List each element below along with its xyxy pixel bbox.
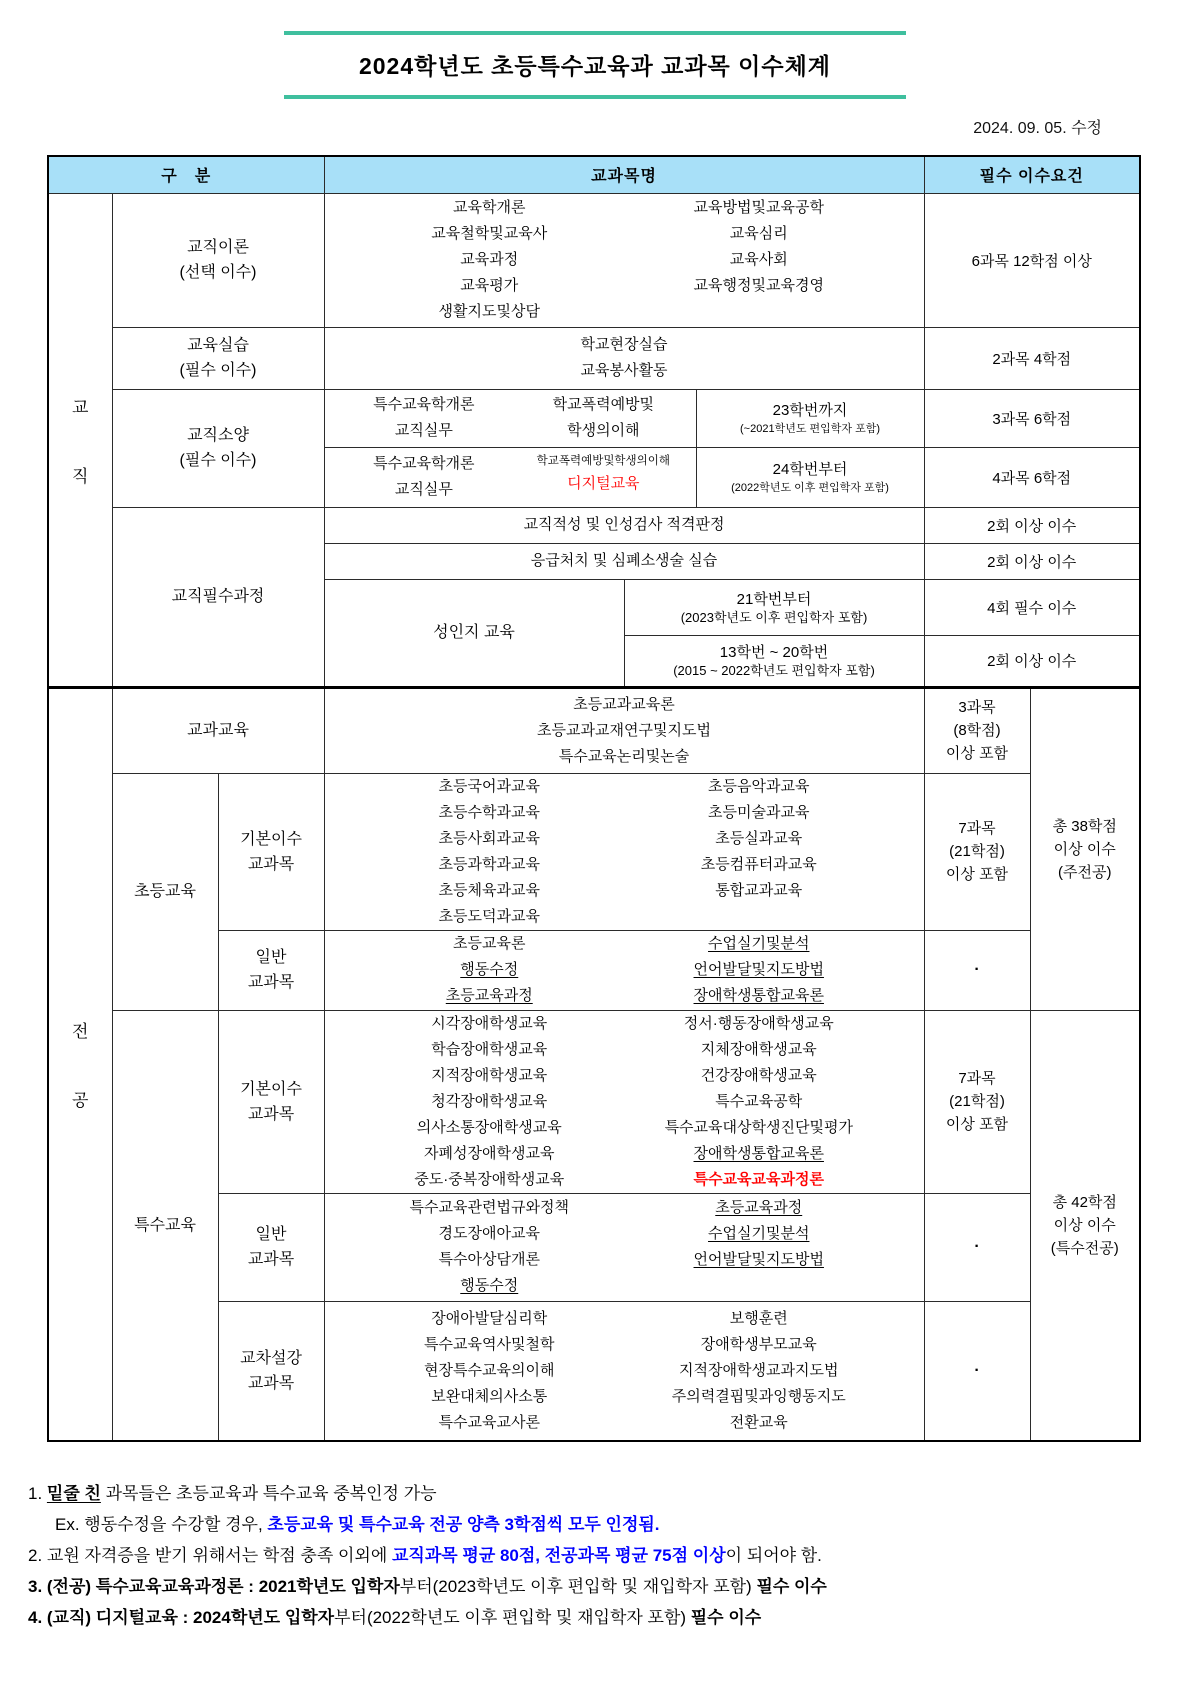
note-4 <box>28 1602 1190 1633</box>
course-list-elem-general-left <box>355 931 625 1009</box>
course-item: 특수교육공학 <box>715 1092 803 1110</box>
category-elementary: 초등교육 <box>112 773 218 1010</box>
course-item: 초등교육과정 <box>715 1199 803 1216</box>
course-list-elem-basic-left <box>355 774 625 930</box>
course-item: 교육과정 <box>460 251 519 268</box>
course-item: 초등사회과교육 <box>438 829 540 847</box>
note-text: 부터(2023학년도 이후 편입학 및 재입학자 포함) <box>399 1577 757 1596</box>
course-item: 장애학생통합교육론 <box>693 987 824 1004</box>
req-cross-listed: · <box>924 1301 1030 1441</box>
cohort-main: 23학번까지 <box>772 401 848 419</box>
course-item: 언어발달및지도방법 <box>693 1251 824 1268</box>
req-subject-edu <box>924 687 1030 773</box>
course-item: 교육행정및교육경영 <box>693 277 824 294</box>
req-practice: 2과목 4학점 <box>924 327 1140 389</box>
course-list-cross-left <box>355 1306 625 1436</box>
course-item: 초등도덕과교육 <box>438 907 540 925</box>
course-item: 교직실무 <box>394 422 453 439</box>
note-2 <box>28 1540 1190 1571</box>
course-item: 특수아상담개론 <box>438 1251 540 1268</box>
elem-general-courses <box>324 930 924 1010</box>
req-line: 이상 포함 <box>945 866 1009 883</box>
footnotes <box>28 1478 1190 1633</box>
cpr-course: 응급처치 및 심폐소생술 실습 <box>324 543 924 579</box>
req-cpr: 2회 이상 이수 <box>924 543 1140 579</box>
course-item: 특수교육대상학생진단및평가 <box>664 1118 853 1136</box>
course-item: 수업실기및분석 <box>708 1225 810 1242</box>
req-line: (주전공) <box>1058 863 1112 881</box>
course-list-soyang23-left <box>331 392 518 444</box>
cross-listed-courses <box>324 1301 924 1441</box>
course-item: 수업실기및분석 <box>708 935 810 952</box>
course-item: 교직실무 <box>394 481 453 498</box>
aptitude-course: 교직적성 및 인성검사 적격판정 <box>324 507 924 543</box>
category-special: 특수교육 <box>112 1010 218 1441</box>
category-label: 기본이수 <box>240 1080 302 1098</box>
req-line: (21학점) <box>949 1093 1005 1110</box>
note-text: 2. 교원 자격증을 받기 위해서는 학점 충족 이외에 <box>28 1546 392 1565</box>
course-item: 특수교육학개론 <box>373 396 475 413</box>
req-soyang-24: 4과목 6학점 <box>924 447 1140 507</box>
course-item: 학생의이해 <box>567 422 640 439</box>
course-item: 자폐성장애학생교육 <box>424 1144 555 1162</box>
req-line: 이상 포함 <box>945 745 1009 762</box>
course-item: 초등교육론 <box>453 935 526 952</box>
course-item: 지적장애학생교과지도법 <box>679 1361 839 1379</box>
course-list-soyang23-right <box>517 392 689 444</box>
course-list-theory-left <box>355 195 625 325</box>
curriculum-table <box>47 155 1141 1442</box>
note-text-bold: 필수 이수 <box>756 1577 827 1596</box>
req-special-basic <box>924 1010 1030 1193</box>
cohort-sub: (2022학년도 이후 편입학자 포함) <box>731 481 889 494</box>
header-courses: 교과목명 <box>324 156 924 193</box>
practice-courses <box>324 327 924 389</box>
category-label: 교과목 <box>247 974 295 991</box>
course-list-special-basic-left <box>355 1011 625 1193</box>
cohort-gender-21 <box>624 579 924 635</box>
category-sublabel: (필수 이수) <box>179 362 257 379</box>
course-item: 특수교육역사및철학 <box>424 1335 555 1353</box>
course-item: 학교현장실습 <box>580 336 668 353</box>
special-basic-courses <box>324 1010 924 1193</box>
req-line: (8학점) <box>953 722 1001 739</box>
category-label: 교과목 <box>247 1251 295 1268</box>
course-item: 교육철학및교육사 <box>431 225 548 242</box>
course-item: 학습장애학생교육 <box>431 1040 548 1058</box>
page-title: 2024학년도 초등특수교육과 교과목 이수체계 <box>358 53 832 79</box>
category-sublabel: (필수 이수) <box>179 452 257 469</box>
course-item: 행동수정 <box>460 1277 519 1294</box>
category-label: 교과목 <box>247 1374 295 1392</box>
category-subject-edu: 교과교육 <box>112 687 324 773</box>
course-list-elem-general-right <box>624 931 894 1009</box>
category-soyang <box>112 389 324 507</box>
course-item: 특수교육학개론 <box>373 455 475 472</box>
category-practice <box>112 327 324 389</box>
course-item: 초등체육과교육 <box>438 881 540 899</box>
group-gyojik <box>48 193 112 687</box>
course-item: 생활지도및상담 <box>438 303 540 320</box>
note-text: 이 되어야 함. <box>725 1546 822 1565</box>
gender-education-course: 성인지 교육 <box>324 579 624 687</box>
category-cross-listed <box>218 1301 324 1441</box>
category-required-course: 교직필수과정 <box>112 507 324 687</box>
course-item: 언어발달및지도방법 <box>693 961 824 978</box>
req-line: 3과목 <box>958 699 996 716</box>
req-line: 이상 이수 <box>1053 1216 1116 1234</box>
row-special-basic <box>48 1010 1140 1193</box>
course-item: 초등음악과교육 <box>708 777 810 795</box>
course-item: 특수교육관련법규와정책 <box>409 1199 569 1216</box>
note-text-bold: 4. (교직) 디지털교육 : 2024학년도 입학자 <box>28 1608 335 1627</box>
note-text: 부터(2022학년도 이후 편입학 및 재입학자 포함) <box>334 1608 691 1627</box>
req-gender-13: 2회 이상 이수 <box>924 635 1140 687</box>
cohort-sub: (~2021학년도 편입학자 포함) <box>740 422 880 435</box>
course-item: 학교폭력예방및 <box>552 396 655 413</box>
course-item: 교육사회 <box>729 251 788 268</box>
course-list-special-basic-right <box>624 1011 894 1193</box>
row-aptitude <box>48 507 1140 543</box>
note-1 <box>28 1478 1190 1509</box>
course-item: 전환교육 <box>729 1413 788 1431</box>
course-item-digital-education: 디지털교육 <box>567 475 640 492</box>
soyang-23-courses <box>324 389 696 447</box>
course-item: 청각장애학생교육 <box>431 1092 548 1110</box>
cohort-main: 24학번부터 <box>772 460 848 478</box>
course-item: 교육평가 <box>460 277 519 294</box>
course-list-special-general-right <box>624 1195 894 1299</box>
req-line: 이상 포함 <box>945 1116 1009 1133</box>
course-item: 지체장애학생교육 <box>700 1040 817 1058</box>
course-item: 행동수정 <box>460 961 519 978</box>
subject-edu-courses <box>324 687 924 773</box>
course-item: 교육심리 <box>729 225 788 242</box>
course-item: 초등실과교육 <box>715 829 803 847</box>
course-item: 초등국어과교육 <box>438 777 540 795</box>
course-item: 교육봉사활동 <box>580 362 668 379</box>
note-text-bold: 필수 이수 <box>690 1608 762 1627</box>
group-char: 공 <box>72 1091 89 1111</box>
course-item: 장애학생부모교육 <box>700 1335 817 1353</box>
req-elem-basic <box>924 773 1030 930</box>
row-elem-basic <box>48 773 1140 930</box>
theory-courses <box>324 193 924 327</box>
course-list-theory-right <box>624 195 894 325</box>
course-item: 장애아발달심리학 <box>431 1309 548 1327</box>
course-item-special-curriculum: 특수교육교육과정론 <box>693 1170 824 1188</box>
category-theory <box>112 193 324 327</box>
req-line: 이상 이수 <box>1053 840 1116 858</box>
cohort-24 <box>696 447 924 507</box>
req-special-general: · <box>924 1193 1030 1301</box>
course-item: 지적장애학생교육 <box>431 1066 548 1084</box>
special-general-courses <box>324 1193 924 1301</box>
category-label: 교직이론 <box>187 239 249 256</box>
category-label: 교육실습 <box>187 337 249 354</box>
req-line: (특수전공) <box>1050 1239 1119 1257</box>
revision-date: 2024. 09. 05. 수정 <box>973 120 1102 137</box>
category-label: 교과목 <box>247 855 295 873</box>
soyang-24-courses <box>324 447 696 507</box>
row-subject-edu <box>48 687 1140 773</box>
course-item: 통합교과교육 <box>715 881 803 899</box>
course-list-special-general-left <box>355 1195 625 1299</box>
note-1-example <box>28 1509 1190 1540</box>
course-item: 특수교육논리및논술 <box>558 747 690 765</box>
category-label: 기본이수 <box>240 830 302 848</box>
course-list-soyang24-right <box>517 451 689 503</box>
group-char: 전 <box>72 1022 89 1042</box>
req-soyang-23: 3과목 6학점 <box>924 389 1140 447</box>
course-item: 초등교육과정 <box>445 987 533 1004</box>
course-list-elem-basic-right <box>624 774 894 930</box>
course-item: 경도장애아교육 <box>438 1225 540 1242</box>
course-list-cross-right <box>624 1306 894 1436</box>
table-header-row <box>48 156 1140 193</box>
cohort-gender-13 <box>624 635 924 687</box>
course-item: 초등컴퓨터과교육 <box>700 855 817 873</box>
note-text-blue: 초등교육 및 특수교육 전공 양측 3학점씩 모두 인정됨. <box>267 1515 660 1534</box>
course-item: 교육학개론 <box>453 199 526 216</box>
row-soyang-23 <box>48 389 1140 447</box>
category-label: 교직소양 <box>187 427 249 444</box>
cohort-main: 21학번부터 <box>736 590 812 608</box>
course-item: 시각장애학생교육 <box>431 1014 548 1032</box>
req-total-special <box>1030 1010 1140 1441</box>
req-line: (21학점) <box>949 843 1005 860</box>
course-item: 현장특수교육의이해 <box>424 1361 555 1379</box>
title-block <box>284 0 906 99</box>
course-item: 중도·중복장애학생교육 <box>414 1170 565 1188</box>
note-text-bold: 3. (전공) 특수교육교육과정론 : 2021학년도 입학자 <box>28 1577 400 1596</box>
note-text: 1. <box>28 1484 47 1503</box>
course-item: 초등과학과교육 <box>438 855 540 873</box>
course-list-soyang24-left <box>331 451 518 503</box>
note-text-underlined: 밑줄 친 <box>46 1484 101 1503</box>
category-label: 일반 <box>255 1226 287 1243</box>
category-elem-basic <box>218 773 324 930</box>
category-label: 교과목 <box>247 1105 295 1123</box>
category-elem-general <box>218 930 324 1010</box>
course-item: 보완대체의사소통 <box>431 1387 548 1405</box>
note-text: 과목들은 초등교육과 특수교육 중복인정 가능 <box>100 1484 437 1503</box>
header-requirement: 필수 이수요건 <box>924 156 1140 193</box>
req-theory: 6과목 12학점 이상 <box>924 193 1140 327</box>
group-jeonkong <box>48 687 112 1441</box>
course-item: 교육방법및교육공학 <box>693 199 824 216</box>
category-sublabel: (선택 이수) <box>179 264 257 281</box>
req-line: 7과목 <box>958 1070 996 1087</box>
course-item: 보행훈련 <box>729 1309 788 1327</box>
req-elem-general: · <box>924 930 1030 1010</box>
course-item: 장애학생통합교육론 <box>693 1144 824 1162</box>
note-text: Ex. 행동수정을 수강할 경우, <box>55 1515 268 1534</box>
course-item: 초등미술과교육 <box>708 803 810 821</box>
group-char: 직 <box>72 466 89 486</box>
course-item: 특수교육교사론 <box>438 1413 540 1431</box>
course-item: 의사소통장애학생교육 <box>416 1118 562 1136</box>
course-item: 학교폭력예방및학생의이해 <box>536 455 670 467</box>
course-item: 주의력결핍및과잉행동지도 <box>671 1387 846 1405</box>
req-line: 7과목 <box>958 820 996 837</box>
title-bottom-rule <box>284 95 906 99</box>
cohort-sub: (2015 ~ 2022학년도 편입학자 포함) <box>673 663 875 678</box>
cohort-23 <box>696 389 924 447</box>
header-category: 구 분 <box>48 156 324 193</box>
req-line: 총 38학점 <box>1052 817 1117 835</box>
group-char: 교 <box>72 397 89 417</box>
cohort-main: 13학번 ~ 20학번 <box>719 644 829 661</box>
category-label: 교차설강 <box>240 1349 302 1367</box>
category-special-general <box>218 1193 324 1301</box>
note-3 <box>28 1571 1190 1602</box>
category-label: 일반 <box>255 949 287 966</box>
elem-basic-courses <box>324 773 924 930</box>
row-theory <box>48 193 1140 327</box>
course-item: 초등수학과교육 <box>438 803 540 821</box>
course-item: 초등교과교재연구및지도법 <box>537 721 711 739</box>
req-gender-21: 4회 필수 이수 <box>924 579 1140 635</box>
row-practice <box>48 327 1140 389</box>
course-item: 초등교과교육론 <box>573 695 675 713</box>
req-line: 총 42학점 <box>1052 1193 1117 1211</box>
course-item: 정서·행동장애학생교육 <box>683 1014 834 1032</box>
req-total-main <box>1030 687 1140 1010</box>
req-aptitude: 2회 이상 이수 <box>924 507 1140 543</box>
category-special-basic <box>218 1010 324 1193</box>
course-item: 건강장애학생교육 <box>700 1066 817 1084</box>
cohort-sub: (2023학년도 이후 편입학자 포함) <box>680 609 868 625</box>
note-text-blue: 교직과목 평균 80점, 전공과목 평균 75점 이상 <box>391 1546 726 1565</box>
